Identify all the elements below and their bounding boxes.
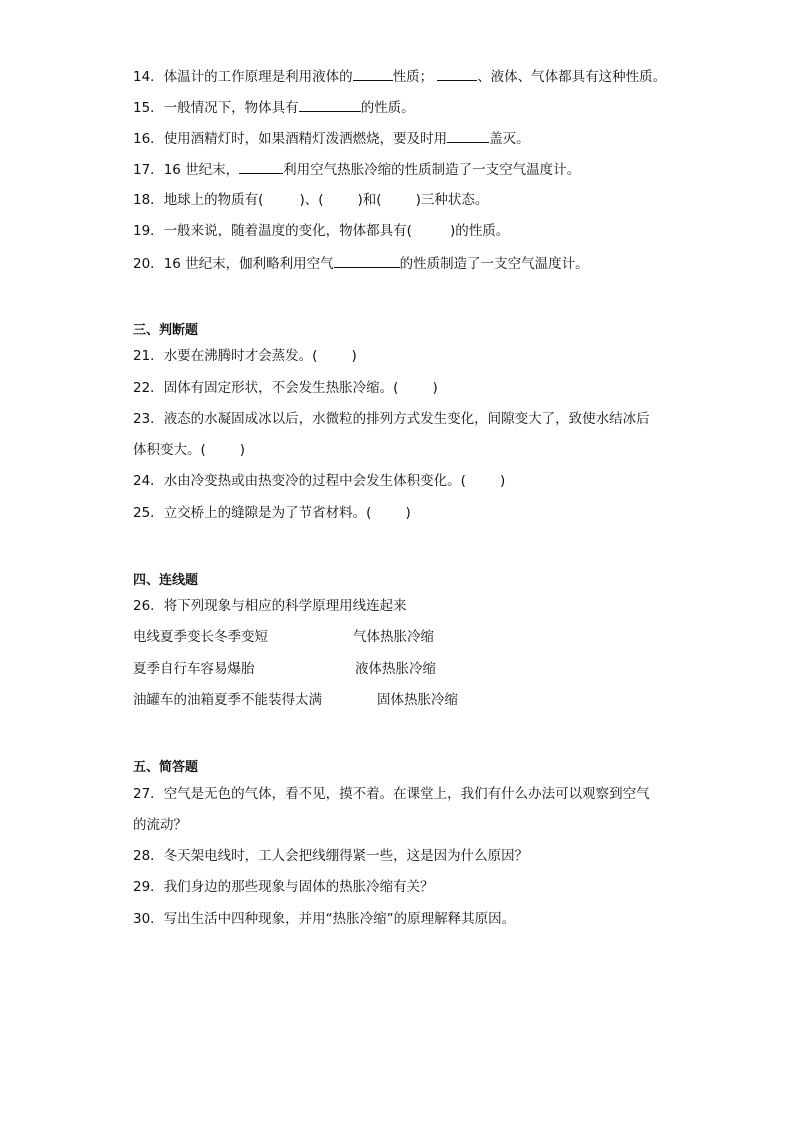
question-number: 22． (133, 380, 164, 396)
question-number: 21． (133, 348, 164, 364)
question-25: 25．立交桥上的缝隙是为了节省材料。( ) (133, 505, 411, 521)
question-27: 27．空气是无色的气体，看不见，摸不着。在课堂上，我们有什么办法可以观察到空气 (133, 786, 650, 802)
question-number: 29． (133, 879, 164, 895)
question-27-continued: 的流动？ (133, 817, 187, 833)
question-21: 21．水要在沸腾时才会蒸发。( ) (133, 348, 357, 364)
match-right-item[interactable]: 液体热胀冷缩 (355, 661, 436, 677)
question-23-continued: 体积变大。( ) (133, 442, 246, 458)
match-left-item[interactable]: 油罐车的油箱夏季不能装得太满 (133, 692, 322, 708)
question-number: 14． (133, 69, 164, 85)
question-20: 20．16 世纪末，伽利略利用空气 的性质制造了一支空气温度计。 (133, 253, 589, 274)
question-16: 16．使用酒精灯时，如果酒精灯泼洒燃烧，要及时用 盖灭。 (133, 128, 530, 149)
section-heading-short-answer: 五、简答题 (133, 760, 199, 775)
match-right-item[interactable]: 固体热胀冷缩 (377, 692, 458, 708)
question-18: 18．地球上的物质有( )、( )和( )三种状态。 (133, 192, 489, 208)
question-number: 17． (133, 162, 164, 178)
question-29: 29．我们身边的那些现象与固体的热胀冷缩有关？ (133, 879, 434, 895)
question-23: 23．液态的水凝固成冰以后，水微粒的排列方式发生变化，间隙变大了，致使水结冰后 (133, 411, 650, 427)
question-number: 16． (133, 131, 164, 147)
answer-blank[interactable] (437, 66, 477, 81)
question-24: 24．水由冷变热或由热变冷的过程中会发生体积变化。( ) (133, 473, 506, 489)
question-19: 19．一般来说，随着温度的变化，物体都具有( )的性质。 (133, 223, 510, 239)
answer-blank[interactable] (299, 97, 361, 112)
question-15: 15．一般情况下，物体具有 的性质。 (133, 97, 415, 118)
question-number: 25． (133, 505, 164, 521)
question-26: 26．将下列现象与相应的科学原理用线连起来 (133, 598, 407, 614)
question-number: 28． (133, 848, 164, 864)
question-number: 20． (133, 256, 164, 272)
answer-blank[interactable] (239, 159, 283, 174)
question-28: 28．冬天架电线时，工人会把线绷得紧一些，这是因为什么原因？ (133, 848, 529, 864)
question-number: 18． (133, 192, 164, 208)
match-left-item[interactable]: 夏季自行车容易爆胎 (133, 661, 255, 677)
match-left-item[interactable]: 电线夏季变长冬季变短 (133, 629, 268, 645)
question-22: 22．固体有固定形状，不会发生热胀冷缩。( ) (133, 380, 438, 396)
answer-blank[interactable] (353, 66, 393, 81)
question-number: 26． (133, 598, 164, 614)
answer-blank[interactable] (447, 128, 489, 143)
question-number: 24． (133, 473, 164, 489)
question-number: 15． (133, 100, 164, 116)
question-14: 14．体温计的工作原理是利用液体的 性质； 、液体、气体都具有这种性质。 (133, 66, 666, 87)
section-heading-judge: 三、判断题 (133, 323, 199, 338)
match-right-item[interactable]: 气体热胀冷缩 (353, 629, 434, 645)
section-heading-match: 四、连线题 (133, 573, 199, 588)
question-30: 30．写出生活中四种现象，并用“热胀冷缩”的原理解释其原因。 (133, 911, 516, 927)
question-number: 30． (133, 911, 164, 927)
answer-blank[interactable] (334, 253, 400, 268)
question-number: 27． (133, 786, 164, 802)
question-17: 17．16 世纪末， 利用空气热胀冷缩的性质制造了一支空气温度计。 (133, 159, 580, 180)
question-number: 19． (133, 223, 164, 239)
question-number: 23． (133, 411, 164, 427)
